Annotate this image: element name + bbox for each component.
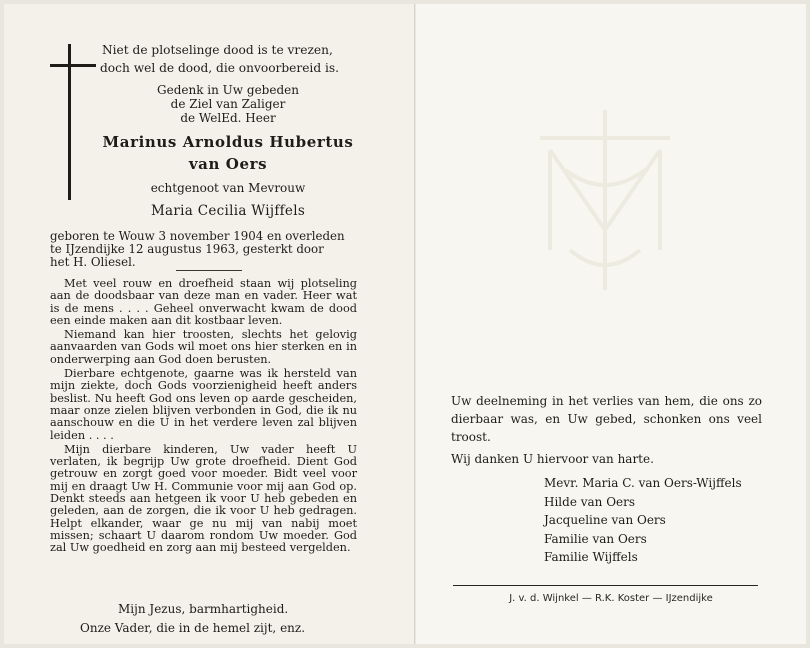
commemoration-line-2: de Ziel van Zaliger — [170, 97, 286, 111]
deceased-name-line-1: Marinus Arnoldus Hubertus — [102, 133, 354, 151]
printer-divider — [453, 585, 758, 586]
family-member: Hilde van Oers — [544, 494, 636, 509]
spouse-name: Maria Cecilia Wijffels — [150, 203, 306, 219]
verse-line-1: Niet de plotselinge dood is te vrezen, — [102, 43, 333, 57]
deceased-name-line-2: van Oers — [188, 155, 268, 173]
closing-prayer-1: Mijn Jezus, barmhartigheid. — [118, 602, 289, 616]
divider — [176, 270, 242, 271]
family-member: Jacqueline van Oers — [544, 513, 666, 528]
closing-prayer-2: Onze Vader, die in de hemel zijt, enz. — [80, 621, 306, 635]
family-member: Familie Wijffels — [544, 550, 638, 565]
cross-icon — [68, 44, 71, 200]
birth-death-line-1: geboren te Wouw 3 november 1904 en overleden — [50, 229, 345, 243]
family-member: Mevr. Maria C. van Oers-Wijffels — [544, 476, 742, 490]
thanks-line: Wij danken U hiervoor van harte. — [451, 452, 654, 466]
verse-line-2: doch wel de dood, die onvoorbereid is. — [100, 61, 340, 75]
cross-bar — [50, 64, 96, 67]
thanks-text: Uw deelneming in het verlies van hem, die ons zo dierbaar was, en Uw gebed, schonken ons veel troost. — [451, 394, 762, 444]
printer-credit: J. v. d. Wijnkel — R.K. Koster — IJzendijke — [509, 593, 713, 604]
body-text — [50, 278, 357, 555]
commemoration-line-1: Gedenk in Uw gebeden — [157, 83, 299, 97]
paragraph-2: Niemand kan hier troosten, slechts het gelovig aanvaarden van Gods wil moet ons hier sterken en in onderwerping aan God doen berusten. — [50, 328, 357, 366]
family-member: Familie van Oers — [544, 531, 647, 546]
paragraph-1: Met veel rouw en droefheid staan wij plotseling aan de doodsbaar van deze man en vader. Heer wat is de mens . . . . Geheel onverwacht kwam de dood een einde maken aan dit kostbaar leven. — [50, 277, 357, 327]
monogram-watermark-icon — [530, 110, 680, 300]
birth-death-line-3: het H. Oliesel. — [50, 255, 136, 269]
paragraph-3: Dierbare echtgenote, gaarne was ik hersteld van mijn ziekte, doch Gods voorzienigheid heeft anders beslist. Nu heeft God ons leven op aarde gescheiden, maar onze zielen blijven verbonden in God, die ik nu aanschouw en die U in het verdere leven zal blijven leiden . . . . — [50, 367, 357, 442]
family-list — [544, 474, 742, 567]
spouse-intro: echtgenoot van Mevrouw — [150, 181, 306, 195]
commemoration-line-3: de WelEd. Heer — [180, 111, 276, 125]
paragraph-4: Mijn dierbare kinderen, Uw vader heeft U verlaten, ik begrijp Uw grote droefheid. Dient God getrouw en zorgt goed voor moeder. Bidt veel voor mij en draagt Uw H. Communie voor mij aan God op. Denkt steeds aan hetgeen ik voor U heb gebeden en geleden, aan de zorgen, die ik voor U heb gedragen. Helpt elkander, waar ge nu mij van nabij moet missen; schaart U daarom rondom Uw moeder. God zal Uw goedheid en zorg aan mij besteed vergelden. — [50, 442, 357, 555]
birth-death-line-2: te IJzendijke 12 augustus 1963, gesterkt door — [50, 242, 324, 256]
